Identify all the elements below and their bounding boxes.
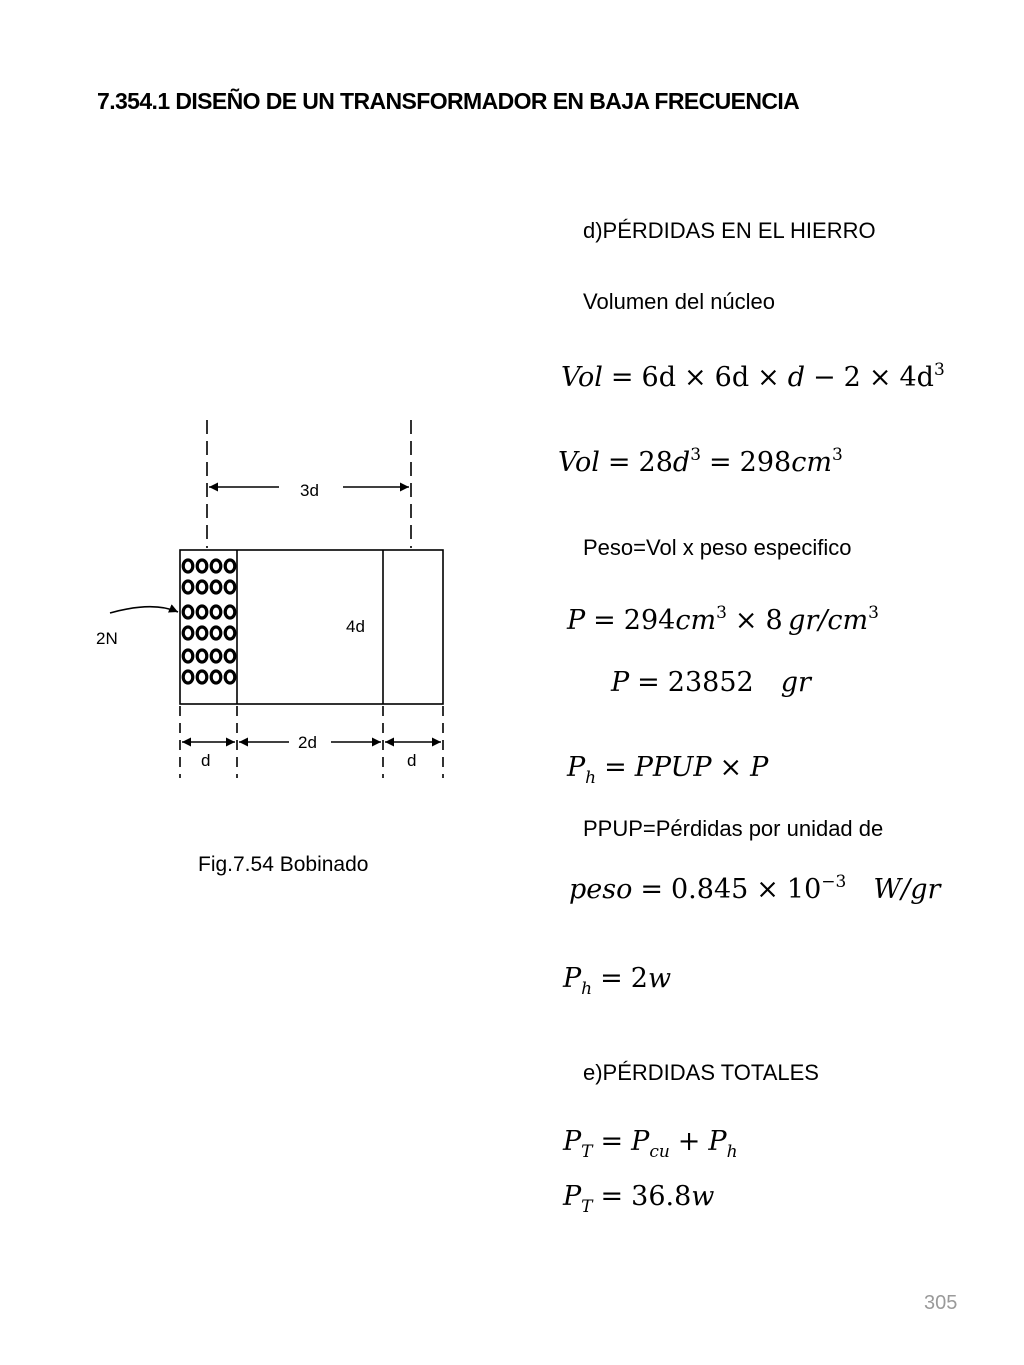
page-number: 305 [924, 1292, 958, 1314]
label-3d: 3d [300, 481, 319, 500]
equation-pt-1: $P_T = P_{cu} + P_h$ [563, 1126, 738, 1162]
section-d-heading: d)PÉRDIDAS EN EL HIERRO [583, 218, 876, 243]
winding-coils [183, 560, 235, 683]
label-2d: 2d [298, 733, 317, 752]
label-4d: 4d [346, 617, 365, 636]
label-2N: 2N [96, 629, 118, 648]
peso-definition: Peso=Vol x peso especifico [583, 535, 852, 560]
equation-ph-2: $P_h = 2w$ [563, 963, 672, 999]
equation-vol-2: Vol = $28d^3 = 298cm^3$ [558, 445, 843, 478]
equation-vol-1: Vol = $6d \times 6d \times d - 2 \times 4d^3$ [561, 360, 945, 393]
volumen-label: Volumen del núcleo [583, 289, 776, 314]
label-d-right: d [407, 751, 417, 770]
label-d-left: d [201, 751, 211, 770]
equation-pt-2: $P_T = 36.8w$ [563, 1181, 715, 1217]
pointer-2N [110, 607, 178, 613]
ppup-definition: PPUP=Pérdidas por unidad de [583, 816, 884, 841]
figure-caption: Fig.7.54 Bobinado [198, 853, 369, 876]
equation-ph-1: $P_h$ = PPUP × P [567, 752, 769, 788]
section-e-heading: e)PÉRDIDAS TOTALES [583, 1060, 819, 1085]
equation-p-2: P = 23852 gr [611, 667, 811, 698]
equation-peso: peso = $0.845 \times 10^{-3}$ W/gr [569, 872, 941, 905]
page-title: 7.354.1 DISEÑO DE UN TRANSFORMADOR EN BAJA FRECUENCIA [97, 88, 800, 114]
equation-p-1: $P = 294cm^3 \times 8$ $gr/cm^3$ [567, 603, 879, 636]
